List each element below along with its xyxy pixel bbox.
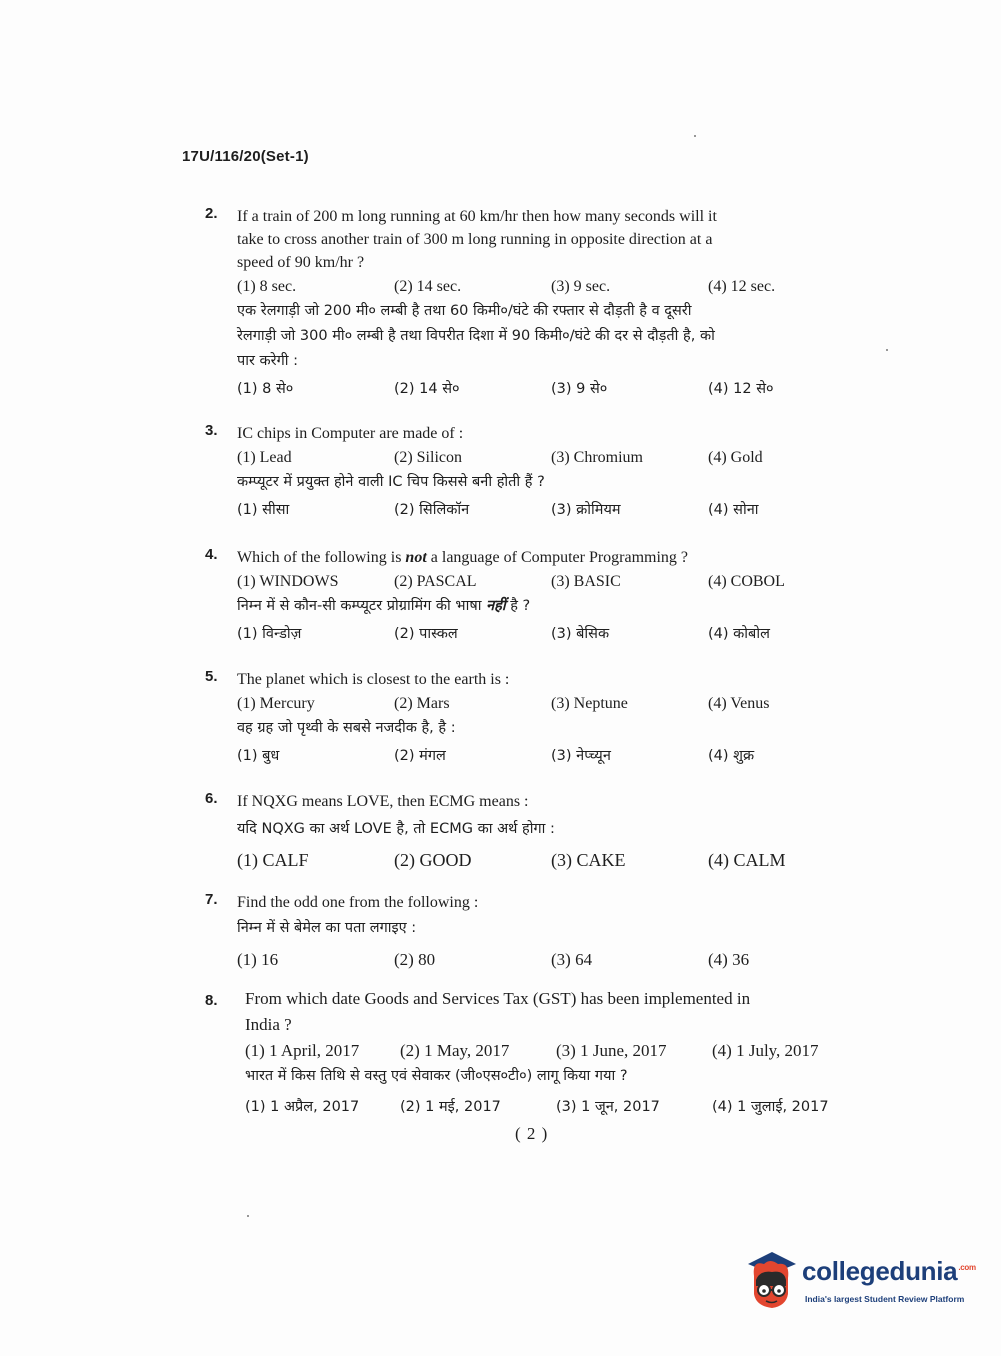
question-7 — [205, 891, 860, 972]
question-5 — [205, 668, 860, 769]
option: (2) मंगल — [394, 748, 446, 764]
question-text-en: If NQXG means LOVE, then ECMG means : — [237, 793, 529, 810]
options-hi — [237, 498, 860, 523]
question-text-hi: वह ग्रह जो पृथ्वी के सबसे नजदीक है, है : — [237, 720, 456, 736]
question-text-en: take to cross another train of 300 m long running in opposite direction at a — [237, 231, 713, 248]
option: (1) CALF — [237, 850, 309, 870]
option: (2) 14 से० — [394, 381, 460, 397]
question-number: 8. — [205, 992, 218, 1009]
option: (3) 64 — [551, 950, 593, 969]
question-4 — [205, 546, 860, 647]
options-hi — [237, 377, 860, 402]
options-hi — [237, 744, 860, 769]
option: (4) 1 जुलाई, 2017 — [712, 1099, 829, 1115]
options-en — [237, 569, 860, 594]
paper-code: 17U/116/20(Set-1) — [182, 148, 309, 165]
option: (4) सोना — [708, 502, 759, 518]
question-text-hi: निम्न में से बेमेल का पता लगाइए : — [237, 920, 417, 936]
options-en — [237, 274, 860, 299]
question-text-hi: एक रेलगाड़ी जो 200 मी० लम्बी है तथा 60 किमी०/घंटे की रफ्तार से दौड़ती है व दूसरी — [237, 303, 692, 319]
option: (4) 1 July, 2017 — [712, 1041, 819, 1060]
option: (3) क्रोमियम — [551, 502, 621, 518]
question-text-en: IC chips in Computer are made of : — [237, 425, 464, 442]
question-text-en: speed of 90 km/hr ? — [237, 254, 365, 271]
option: (1) Mercury — [237, 695, 315, 712]
option: (3) BASIC — [551, 573, 621, 590]
question-number: 7. — [205, 891, 218, 908]
option: (4) COBOL — [708, 573, 785, 590]
option: (3) 9 से० — [551, 381, 608, 397]
options-en — [245, 1038, 860, 1064]
option: (3) नेप्च्यून — [551, 748, 611, 764]
option: (2) GOOD — [394, 850, 472, 870]
option: (2) 1 मई, 2017 — [400, 1099, 501, 1115]
option: (2) PASCAL — [394, 573, 477, 590]
question-number: 6. — [205, 790, 218, 807]
option: (4) 36 — [708, 950, 750, 969]
collegedunia-logo — [742, 1250, 976, 1314]
question-2 — [205, 205, 860, 402]
scan-speck — [247, 1215, 249, 1217]
question-6 — [205, 790, 860, 873]
question-text-hi: यदि NQXG का अर्थ LOVE है, तो ECMG का अर्थ होगा : — [237, 821, 555, 837]
option: (4) Gold — [708, 449, 763, 466]
question-text-en: Which of the following is not a language of Computer Programming ? — [237, 549, 689, 566]
question-number: 2. — [205, 205, 218, 222]
options-en — [237, 848, 860, 873]
option: (3) बेसिक — [551, 626, 610, 642]
question-text-hi: कम्प्यूटर में प्रयुक्त होने वाली IC चिप किससे बनी होती हैं ? — [237, 474, 545, 490]
option: (1) 16 — [237, 950, 279, 969]
mascot-icon — [742, 1250, 800, 1310]
option: (1) 8 से० — [237, 381, 294, 397]
option: (2) Silicon — [394, 449, 462, 466]
option: (3) Chromium — [551, 449, 643, 466]
option: (1) Lead — [237, 449, 292, 466]
option: (4) CALM — [708, 850, 786, 870]
question-number: 4. — [205, 546, 218, 563]
option: (4) शुक्र — [708, 748, 755, 764]
option: (2) सिलिकॉन — [394, 502, 470, 518]
question-8 — [205, 986, 860, 1120]
question-text-en: India ? — [245, 1015, 292, 1034]
question-text-hi: भारत में किस तिथि से वस्तु एवं सेवाकर (जी०एस०टी०) लागू किया गया ? — [245, 1068, 628, 1084]
scan-speck — [694, 135, 696, 137]
option: (2) 1 May, 2017 — [400, 1041, 510, 1060]
option: (2) पास्कल — [394, 626, 458, 642]
option: (3) Neptune — [551, 695, 628, 712]
scan-speck — [886, 349, 888, 351]
option: (4) 12 sec. — [708, 278, 776, 295]
question-text-en: Find the odd one from the following : — [237, 894, 479, 911]
question-number: 3. — [205, 422, 218, 439]
options-en — [237, 445, 860, 470]
logo-wordmark: collegedunia$^{.com}$ — [802, 1256, 976, 1286]
option: (2) 14 sec. — [394, 278, 462, 295]
options-hi — [245, 1095, 860, 1120]
option: (1) बुध — [237, 748, 280, 764]
option: (4) 12 से० — [708, 381, 774, 397]
option: (2) 80 — [394, 950, 436, 969]
option: (2) Mars — [394, 695, 450, 712]
question-text-hi: रेलगाड़ी जो 300 मी० लम्बी है तथा विपरीत दिशा में 90 किमी०/घंटे की दर से दौड़ती है, को — [237, 328, 715, 344]
question-text-en: The planet which is closest to the earth is : — [237, 671, 510, 688]
option: (3) CAKE — [551, 850, 626, 870]
question-text-en: If a train of 200 m long running at 60 km/hr then how many seconds will it — [237, 208, 717, 225]
option: (4) Venus — [708, 695, 770, 712]
option: (1) 8 sec. — [237, 278, 297, 295]
option: (1) WINDOWS — [237, 573, 339, 590]
option: (4) कोबोल — [708, 626, 770, 642]
option: (3) 9 sec. — [551, 278, 611, 295]
option: (1) 1 अप्रैल, 2017 — [245, 1099, 360, 1115]
question-text-hi: निम्न में से कौन-सी कम्प्यूटर प्रोग्रामिंग की भाषा नहीं है ? — [237, 598, 531, 614]
option: (1) विन्डोज़ — [237, 626, 302, 642]
options-en — [237, 947, 860, 972]
option: (1) सीसा — [237, 502, 290, 518]
question-text-hi: पार करेगी : — [237, 353, 299, 369]
option: (3) 1 June, 2017 — [556, 1041, 667, 1060]
logo-tagline: India's largest Student Review Platform — [805, 1294, 965, 1304]
option: (3) 1 जून, 2017 — [556, 1099, 660, 1115]
question-3 — [205, 422, 860, 523]
options-en — [237, 691, 860, 716]
question-text-en: From which date Goods and Services Tax (GST) has been implemented in — [245, 989, 751, 1008]
options-hi — [237, 622, 860, 647]
option: (1) 1 April, 2017 — [245, 1041, 360, 1060]
page-number: ( 2 ) — [515, 1124, 549, 1143]
question-number: 5. — [205, 668, 218, 685]
